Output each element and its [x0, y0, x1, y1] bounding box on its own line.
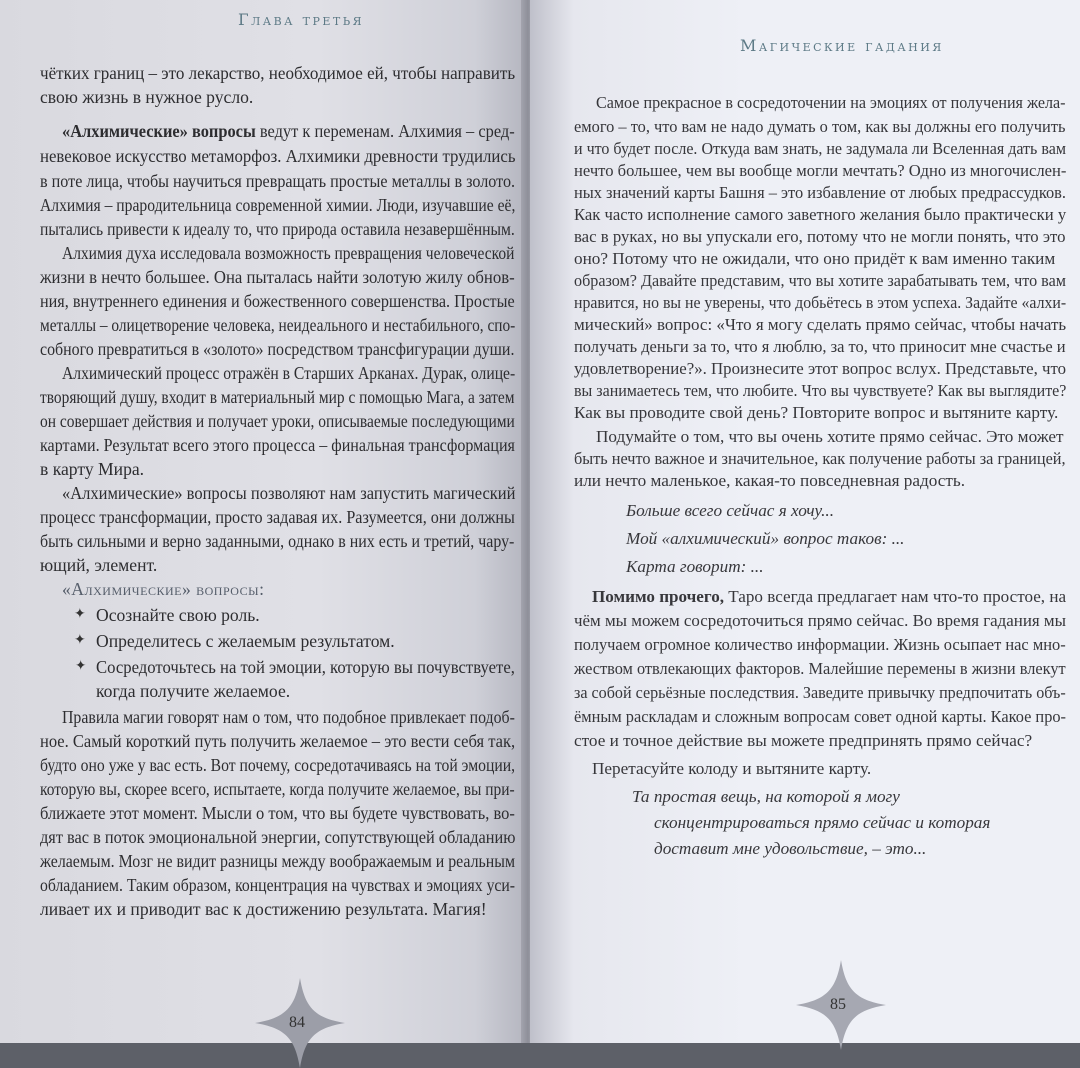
text-line: [96, 680, 290, 702]
text-line: [574, 226, 1066, 248]
text-line: [574, 634, 1066, 656]
text-line: [40, 410, 515, 432]
line-text: ющий, элемент.: [40, 555, 158, 575]
text-line: [74, 630, 395, 652]
line-text: оно? Потому что не ожидали, что оно придёт к вам именно таким: [574, 249, 1056, 268]
text-line: [40, 898, 487, 920]
line-text: ливает их и приводит вас к достижению результата. Магия!: [40, 899, 487, 919]
text-line: [574, 402, 1058, 424]
line-text: обладанием. Таким образом, концентрация на чувствах и эмоциях уси-: [40, 875, 516, 895]
text-line: [40, 778, 515, 800]
line-text: мический» вопрос: «Что я могу сделать прямо сейчас, чтобы начать: [574, 315, 1067, 334]
line-text: желаемым. Мозг не видит разницы между воображаемым и реальным: [40, 851, 516, 871]
text-line: [40, 170, 515, 192]
line-text: Сосредоточьтесь на той эмоции, которую вы почувствуете,: [96, 657, 515, 677]
line-text: чём мы можем сосредоточиться прямо сейчас. Во время гадания мы: [574, 611, 1066, 630]
left-running-head: Глава третья: [238, 10, 365, 29]
line-text: Алхимический процесс отражён в Старших Арканах. Дурак, олице-: [62, 363, 516, 383]
text-line: [626, 556, 764, 578]
italic-prompt: доставит мне удовольствие, – это...: [654, 839, 927, 858]
line-text: образом? Давайте представим, что вы хотите зарабатывать тем, что вам: [574, 271, 1066, 290]
line-text: невековое искусство метаморфоз. Алхимики древности трудились: [40, 146, 516, 166]
line-text: в карту Мира.: [40, 459, 145, 479]
text-line: [592, 758, 871, 780]
line-text: нечто большее, чем вы вообще могли мечтать? Одно из многочислен-: [574, 161, 1067, 180]
text-line: [574, 470, 965, 492]
text-line: [40, 530, 514, 552]
star-bullet-icon: ✦: [74, 607, 86, 622]
text-line: [574, 448, 1066, 470]
line-text: «Алхимические» вопросы позволяют нам запустить магический: [62, 483, 516, 503]
text-line: [626, 528, 904, 550]
text-line: [40, 338, 514, 360]
line-text: стое и точное действие вы можете предпринять прямо сейчас?: [574, 731, 1033, 750]
text-line: [574, 682, 1066, 704]
text-line: [626, 500, 834, 522]
line-text: процесс трансформации, просто задавая их. Разумеется, они должны: [40, 507, 515, 527]
line-text: емого – то, что вам не надо думать о том, как вы должны его получить: [574, 117, 1066, 136]
text-line: [40, 458, 144, 480]
text-line: [40, 802, 515, 824]
text-line: [40, 218, 515, 240]
text-line: [632, 786, 900, 808]
line-text: в поте лица, чтобы научиться превращать простые металлы в золото.: [40, 171, 516, 191]
text-line: [75, 656, 515, 678]
text-line: [40, 290, 515, 312]
line-text: Алхимия духа исследовала возможность превращения человеческой: [62, 243, 515, 263]
line-text: которую вы, скорее всего, испытаете, когда получите желаемое, вы при-: [40, 779, 515, 799]
text-line: [40, 194, 515, 216]
line-text: нравится, но вы не уверены, что добьётесь в этом успеха. Задайте «алхи-: [574, 293, 1067, 312]
line-text: жеством отвлекающих факторов. Малейшие перемены в жизни влекут: [574, 659, 1066, 678]
text-line: [654, 838, 926, 860]
text-line: [574, 204, 1066, 226]
text-line: [574, 730, 1032, 752]
text-line: [40, 145, 515, 167]
text-line: [40, 86, 253, 108]
line-text: он совершает действия и получает уроки, описываемые последующими: [40, 411, 515, 431]
text-line: [574, 248, 1055, 270]
line-text: Перетасуйте колоду и вытяните карту.: [592, 759, 872, 778]
star-bullet-icon: ✦: [75, 659, 87, 674]
right-page-number: 85: [830, 996, 846, 1013]
italic-prompt: Та простая вещь, на которой я могу: [632, 787, 900, 806]
line-text: Самое прекрасное в сосредоточении на эмоциях от получения жела-: [596, 93, 1066, 112]
bold-lead-in: Помимо прочего,: [592, 587, 725, 606]
line-text: вы занимаетесь тем, что любите. Что вы чувствуете? Как вы выглядите?: [574, 381, 1067, 400]
text-line: [574, 314, 1066, 336]
text-line: [40, 314, 515, 336]
line-text: пытались привести к идеалу то, что природа оставила незавершённым.: [40, 219, 515, 239]
text-line: [40, 826, 515, 848]
line-text: Как часто исполнение самого заветного желания было практически у: [574, 205, 1067, 224]
line-text: жизни в нечто большее. Она пыталась найти золотую жилу обнов-: [40, 267, 515, 287]
line-text: удовлетворение?». Произнесите этот вопрос вслух. Представьте, что: [574, 359, 1067, 378]
bold-lead-in: «Алхимические» вопросы: [62, 121, 256, 141]
text-line: [40, 554, 157, 576]
text-line: [574, 336, 1066, 358]
text-line: [62, 578, 264, 600]
text-line: [596, 92, 1066, 114]
italic-prompt: Карта говорит: ...: [626, 557, 764, 576]
line-text: картами. Результат всего этого процесса – финальная трансформация: [40, 435, 515, 455]
text-line: [596, 426, 1064, 448]
text-line: [574, 658, 1066, 680]
line-text: собного превратиться в «золото» посредством трансфигурации души.: [40, 339, 515, 359]
text-line: [40, 874, 515, 896]
line-text: Как вы проводите свой день? Повторите вопрос и вытяните карту.: [574, 403, 1059, 422]
line-text: ное. Самый короткий путь получить желаемое – это вести себя так,: [40, 731, 516, 751]
line-text: творяющий душу, входит в материальный мир с помощью Мага, а затем: [40, 387, 515, 407]
text-line: [40, 386, 515, 408]
line-text: ных значений карты Башня – это избавление от любых предрассудков.: [574, 183, 1066, 202]
text-line: [62, 362, 515, 384]
text-line: [574, 116, 1065, 138]
line-text: металлы – олицетворение человека, неидеального и нестабильного, спо-: [40, 315, 516, 335]
text-line: [40, 730, 515, 752]
italic-prompt: сконцентрироваться прямо сейчас и которая: [654, 813, 991, 832]
text-line: [62, 120, 515, 142]
line-text: когда получите желаемое.: [96, 681, 291, 701]
line-text: вас в руках, но вы упускали его, потому что не могли понять, что это: [574, 227, 1066, 246]
line-text: ёмным раскладам и сложным вопросам совет одной карты. Какое про-: [574, 707, 1067, 726]
text-line: [654, 812, 990, 834]
line-text: ведут к переменам. Алхимия – сред-: [255, 121, 515, 141]
line-text: свою жизнь в нужное русло.: [40, 87, 254, 107]
text-line: [574, 706, 1066, 728]
line-text: или нечто маленькое, какая-то повседневная радость.: [574, 471, 966, 490]
line-text: быть сильными и верно заданными, однако в них есть и третий, чару-: [40, 531, 515, 551]
line-text: получать деньги за то, что я люблю, за то, что приносит мне счастье и: [574, 337, 1066, 356]
text-line: [62, 482, 515, 504]
line-text: получаем огромное количество информации. Жизнь осыпает нас мно-: [574, 635, 1066, 654]
line-text: будто оно уже у вас есть. Вот почему, сосредотачиваясь на той эмоции,: [40, 755, 516, 775]
italic-prompt: Мой «алхимический» вопрос таков: ...: [626, 529, 905, 548]
text-line: [62, 706, 515, 728]
italic-prompt: Больше всего сейчас я хочу...: [626, 501, 834, 520]
text-line: [574, 610, 1066, 632]
line-text: Определитесь с желаемым результатом.: [96, 631, 395, 651]
text-line: [40, 434, 515, 456]
text-line: [574, 292, 1066, 314]
list-heading: «Алхимические» вопросы:: [62, 579, 265, 599]
text-line: [574, 138, 1066, 160]
text-line: [574, 270, 1066, 292]
line-text: ния, внутреннего единения и божественного совершенства. Простые: [40, 291, 515, 311]
text-line: [62, 242, 514, 264]
line-text: и что будет после. Откуда вам знать, не задумала ли Вселенная дать вам: [574, 139, 1066, 158]
left-page-number: 84: [289, 1014, 305, 1031]
right-running-head: Магические гадания: [740, 36, 944, 55]
text-line: [74, 604, 260, 626]
text-line: [40, 506, 515, 528]
line-text: чётких границ – это лекарство, необходимое ей, чтобы направить: [40, 63, 516, 83]
line-text: за собой серьёзные последствия. Заведите привычку предпочитать объ-: [574, 683, 1066, 702]
text-line: [40, 266, 515, 288]
text-line: [40, 62, 515, 84]
star-bullet-icon: ✦: [74, 633, 86, 648]
line-text: дят вас в поток эмоциональной энергии, сопутствующей обладанию: [40, 827, 516, 847]
text-line: [40, 850, 515, 872]
text-line: [592, 586, 1066, 608]
text-line: [574, 160, 1066, 182]
line-text: Таро всегда предлагает нам что-то простое, на: [724, 587, 1067, 606]
line-text: Подумайте о том, что вы очень хотите прямо сейчас. Это может: [596, 427, 1064, 446]
text-line: [40, 754, 515, 776]
line-text: Осознайте свою роль.: [96, 605, 260, 625]
text-line: [574, 358, 1066, 380]
text-line: [574, 380, 1066, 402]
line-text: Алхимия – прародительница современной химии. Люди, изучавшие её,: [40, 195, 516, 215]
line-text: Правила магии говорят нам о том, что подобное привлекает подоб-: [62, 707, 515, 727]
text-line: [574, 182, 1066, 204]
line-text: быть нечто важное и значительное, как получение работы за границей,: [574, 449, 1066, 468]
line-text: ближаете этот момент. Мысли о том, что вы будете чувствовать, во-: [40, 803, 515, 823]
